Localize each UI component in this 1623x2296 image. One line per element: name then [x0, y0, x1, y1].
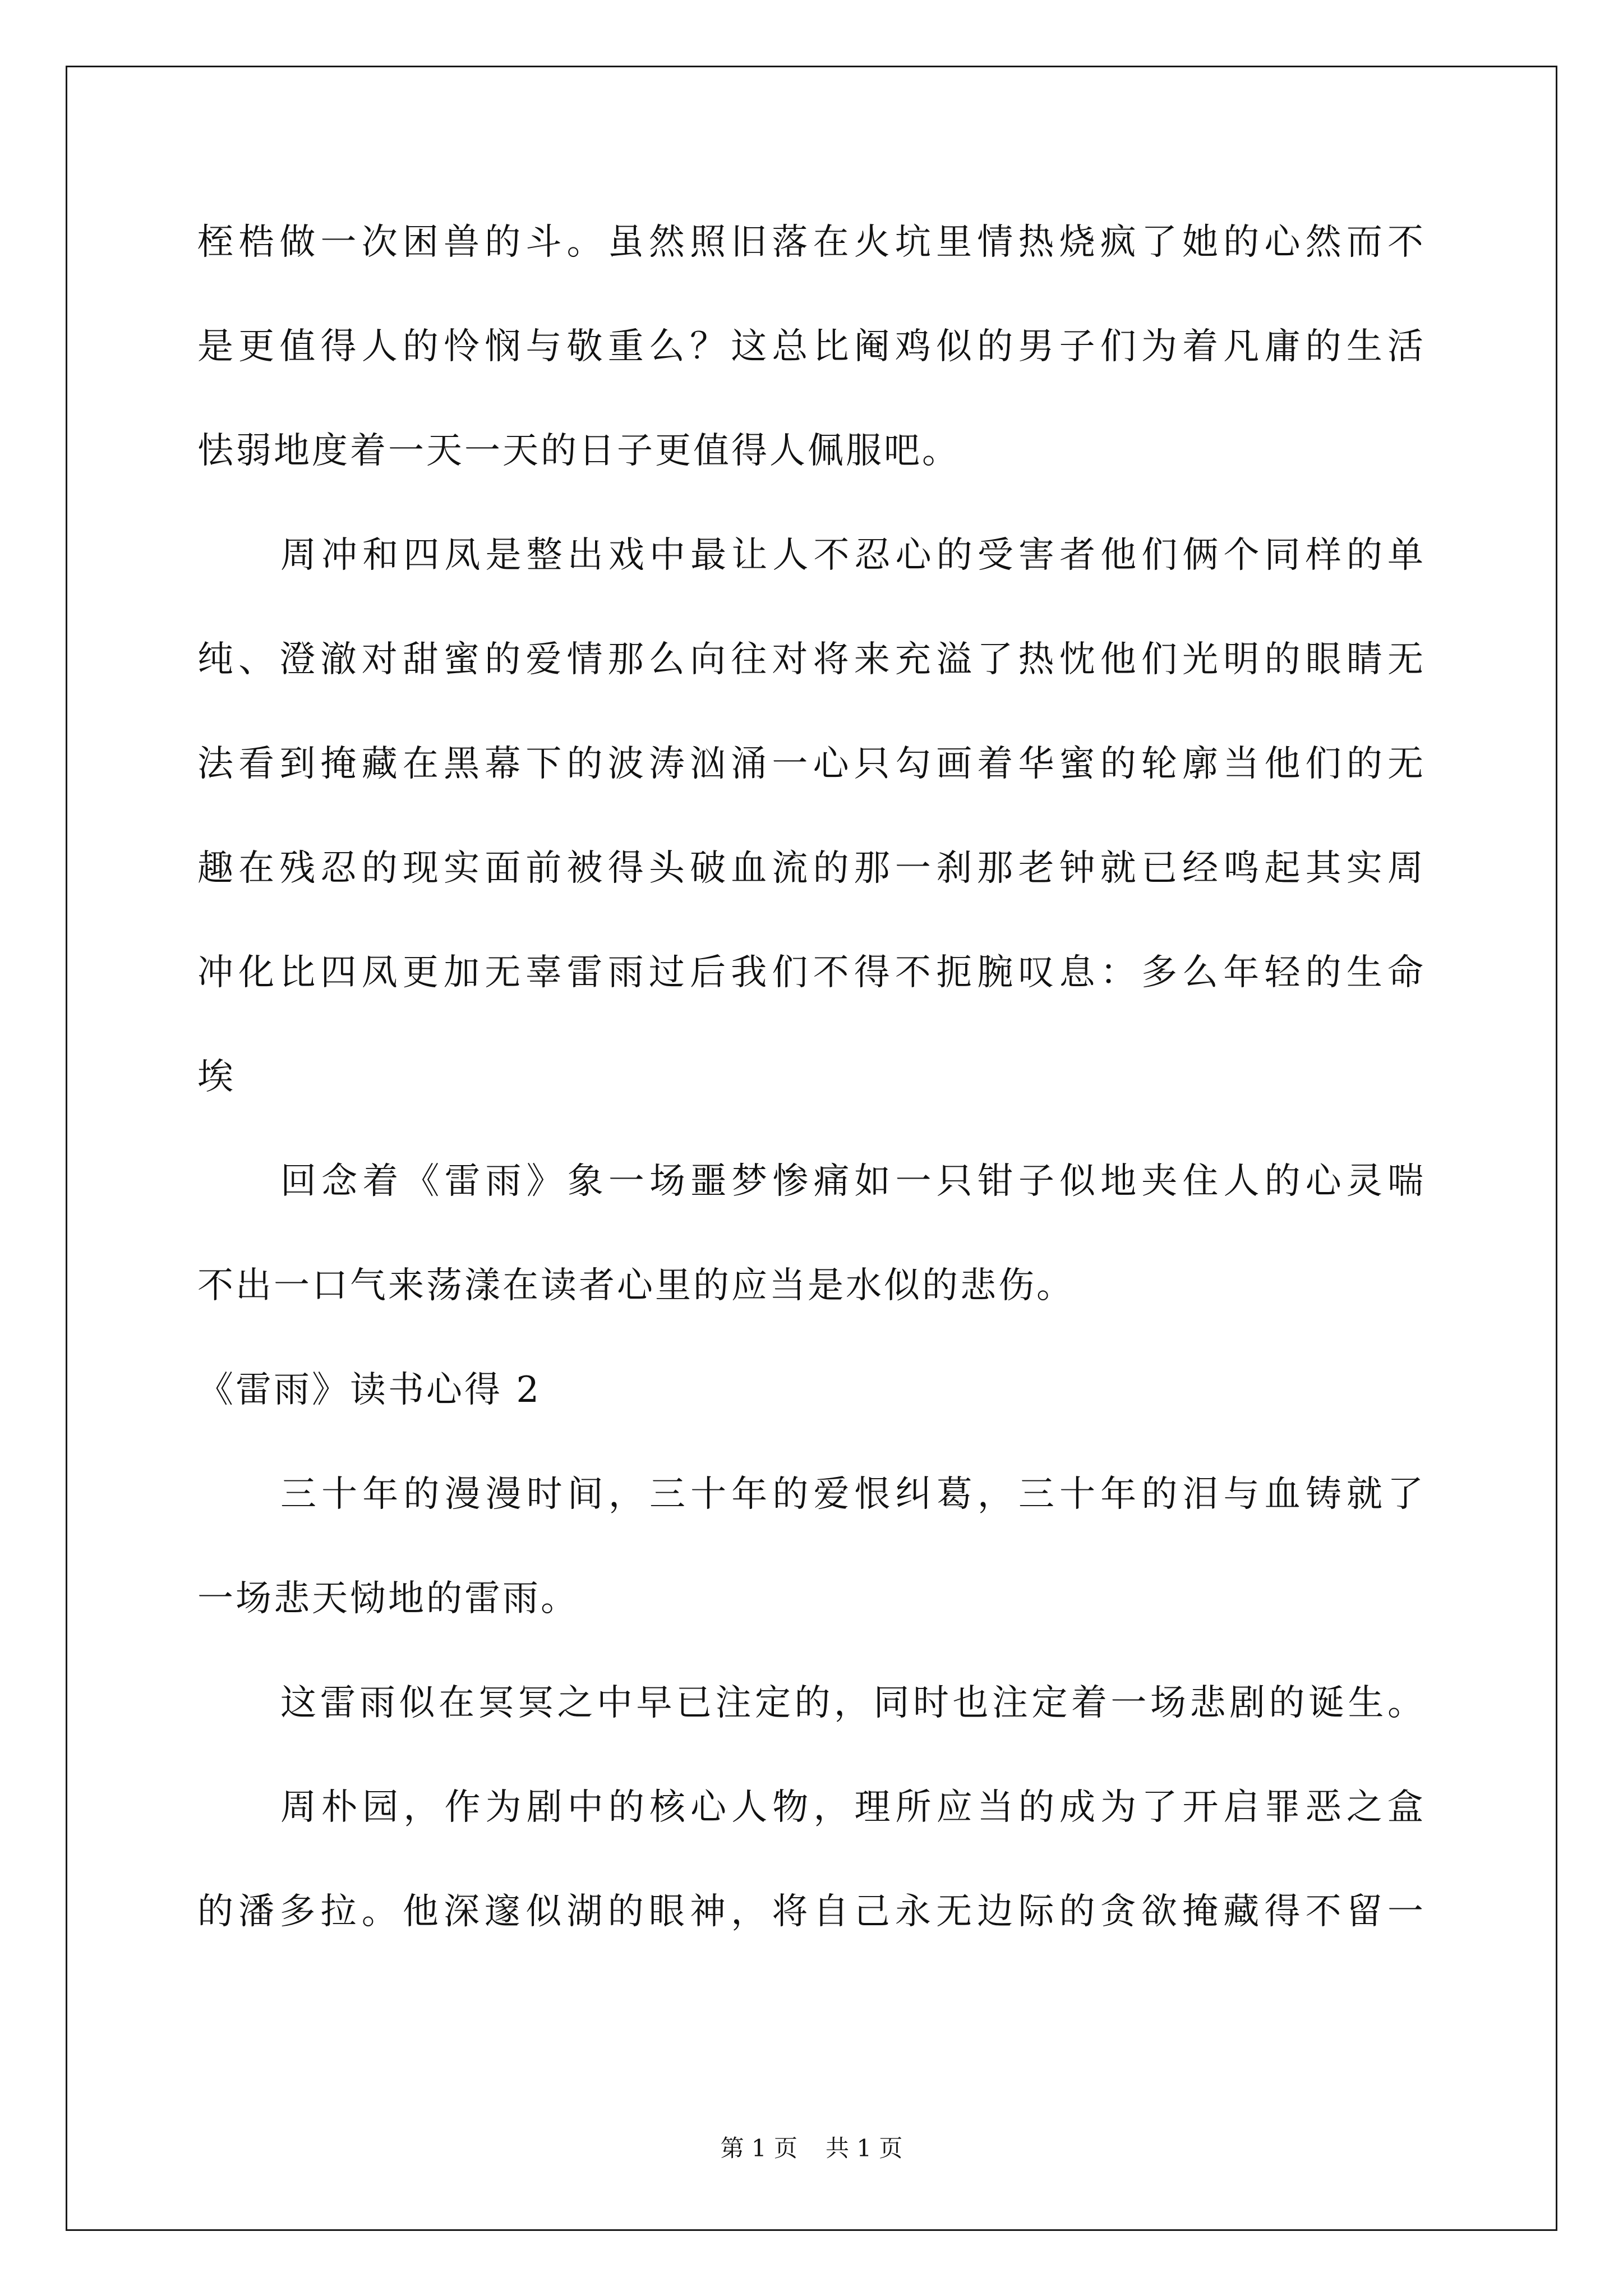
text-line: 冲化比四凤更加无辜雷雨过后我们不得不扼腕叹息：多么年轻的生命: [197, 952, 1426, 993]
text-line: 趣在残忍的现实面前被得头破血流的那一刹那老钟就已经鸣起其实周: [197, 848, 1426, 889]
text-line: 纯、澄澈对甜蜜的爱情那么向往对将来充溢了热忱他们光明的眼睛无: [197, 639, 1426, 680]
text-line: 三十年的漫漫时间，三十年的爱恨纠葛，三十年的泪与血铸就了: [280, 1474, 1426, 1515]
text-line: 桎梏做一次困兽的斗。虽然照旧落在火坑里情热烧疯了她的心然而不: [197, 222, 1426, 263]
text-line: 埃: [197, 1056, 236, 1098]
page-footer: [0, 2130, 1623, 2164]
text-line: 法看到掩藏在黑幕下的波涛汹涌一心只勾画着华蜜的轮廓当他们的无: [197, 743, 1426, 785]
text-line: 的潘多拉。他深邃似湖的眼神，将自己永无边际的贪欲掩藏得不留一: [197, 1891, 1426, 1932]
text-line: 回念着《雷雨》象一场噩梦惨痛如一只钳子似地夹住人的心灵喘: [280, 1161, 1426, 1202]
page-number-total: 共 1 页: [826, 2134, 903, 2162]
text-line: 一场悲天恸地的雷雨。: [197, 1578, 579, 1619]
page-number-current: 第 1 页: [720, 2134, 797, 2162]
text-line: 这雷雨似在冥冥之中早已注定的，同时也注定着一场悲剧的诞生。: [280, 1682, 1426, 1724]
text-line: 不出一口气来荡漾在读者心里的应当是水似的悲伤。: [197, 1265, 1075, 1306]
text-line: 怯弱地度着一天一天的日子更值得人佩服吧。: [197, 430, 960, 472]
text-line: 周冲和四凤是整出戏中最让人不忍心的受害者他们俩个同样的单: [280, 535, 1426, 576]
text-line: 是更值得人的怜悯与敬重么？这总比阉鸡似的男子们为着凡庸的生活: [197, 326, 1426, 367]
section-heading: 《雷雨》读书心得 2: [197, 1369, 542, 1411]
text-line: 周朴园，作为剧中的核心人物，理所应当的成为了开启罪恶之盒: [280, 1787, 1426, 1828]
